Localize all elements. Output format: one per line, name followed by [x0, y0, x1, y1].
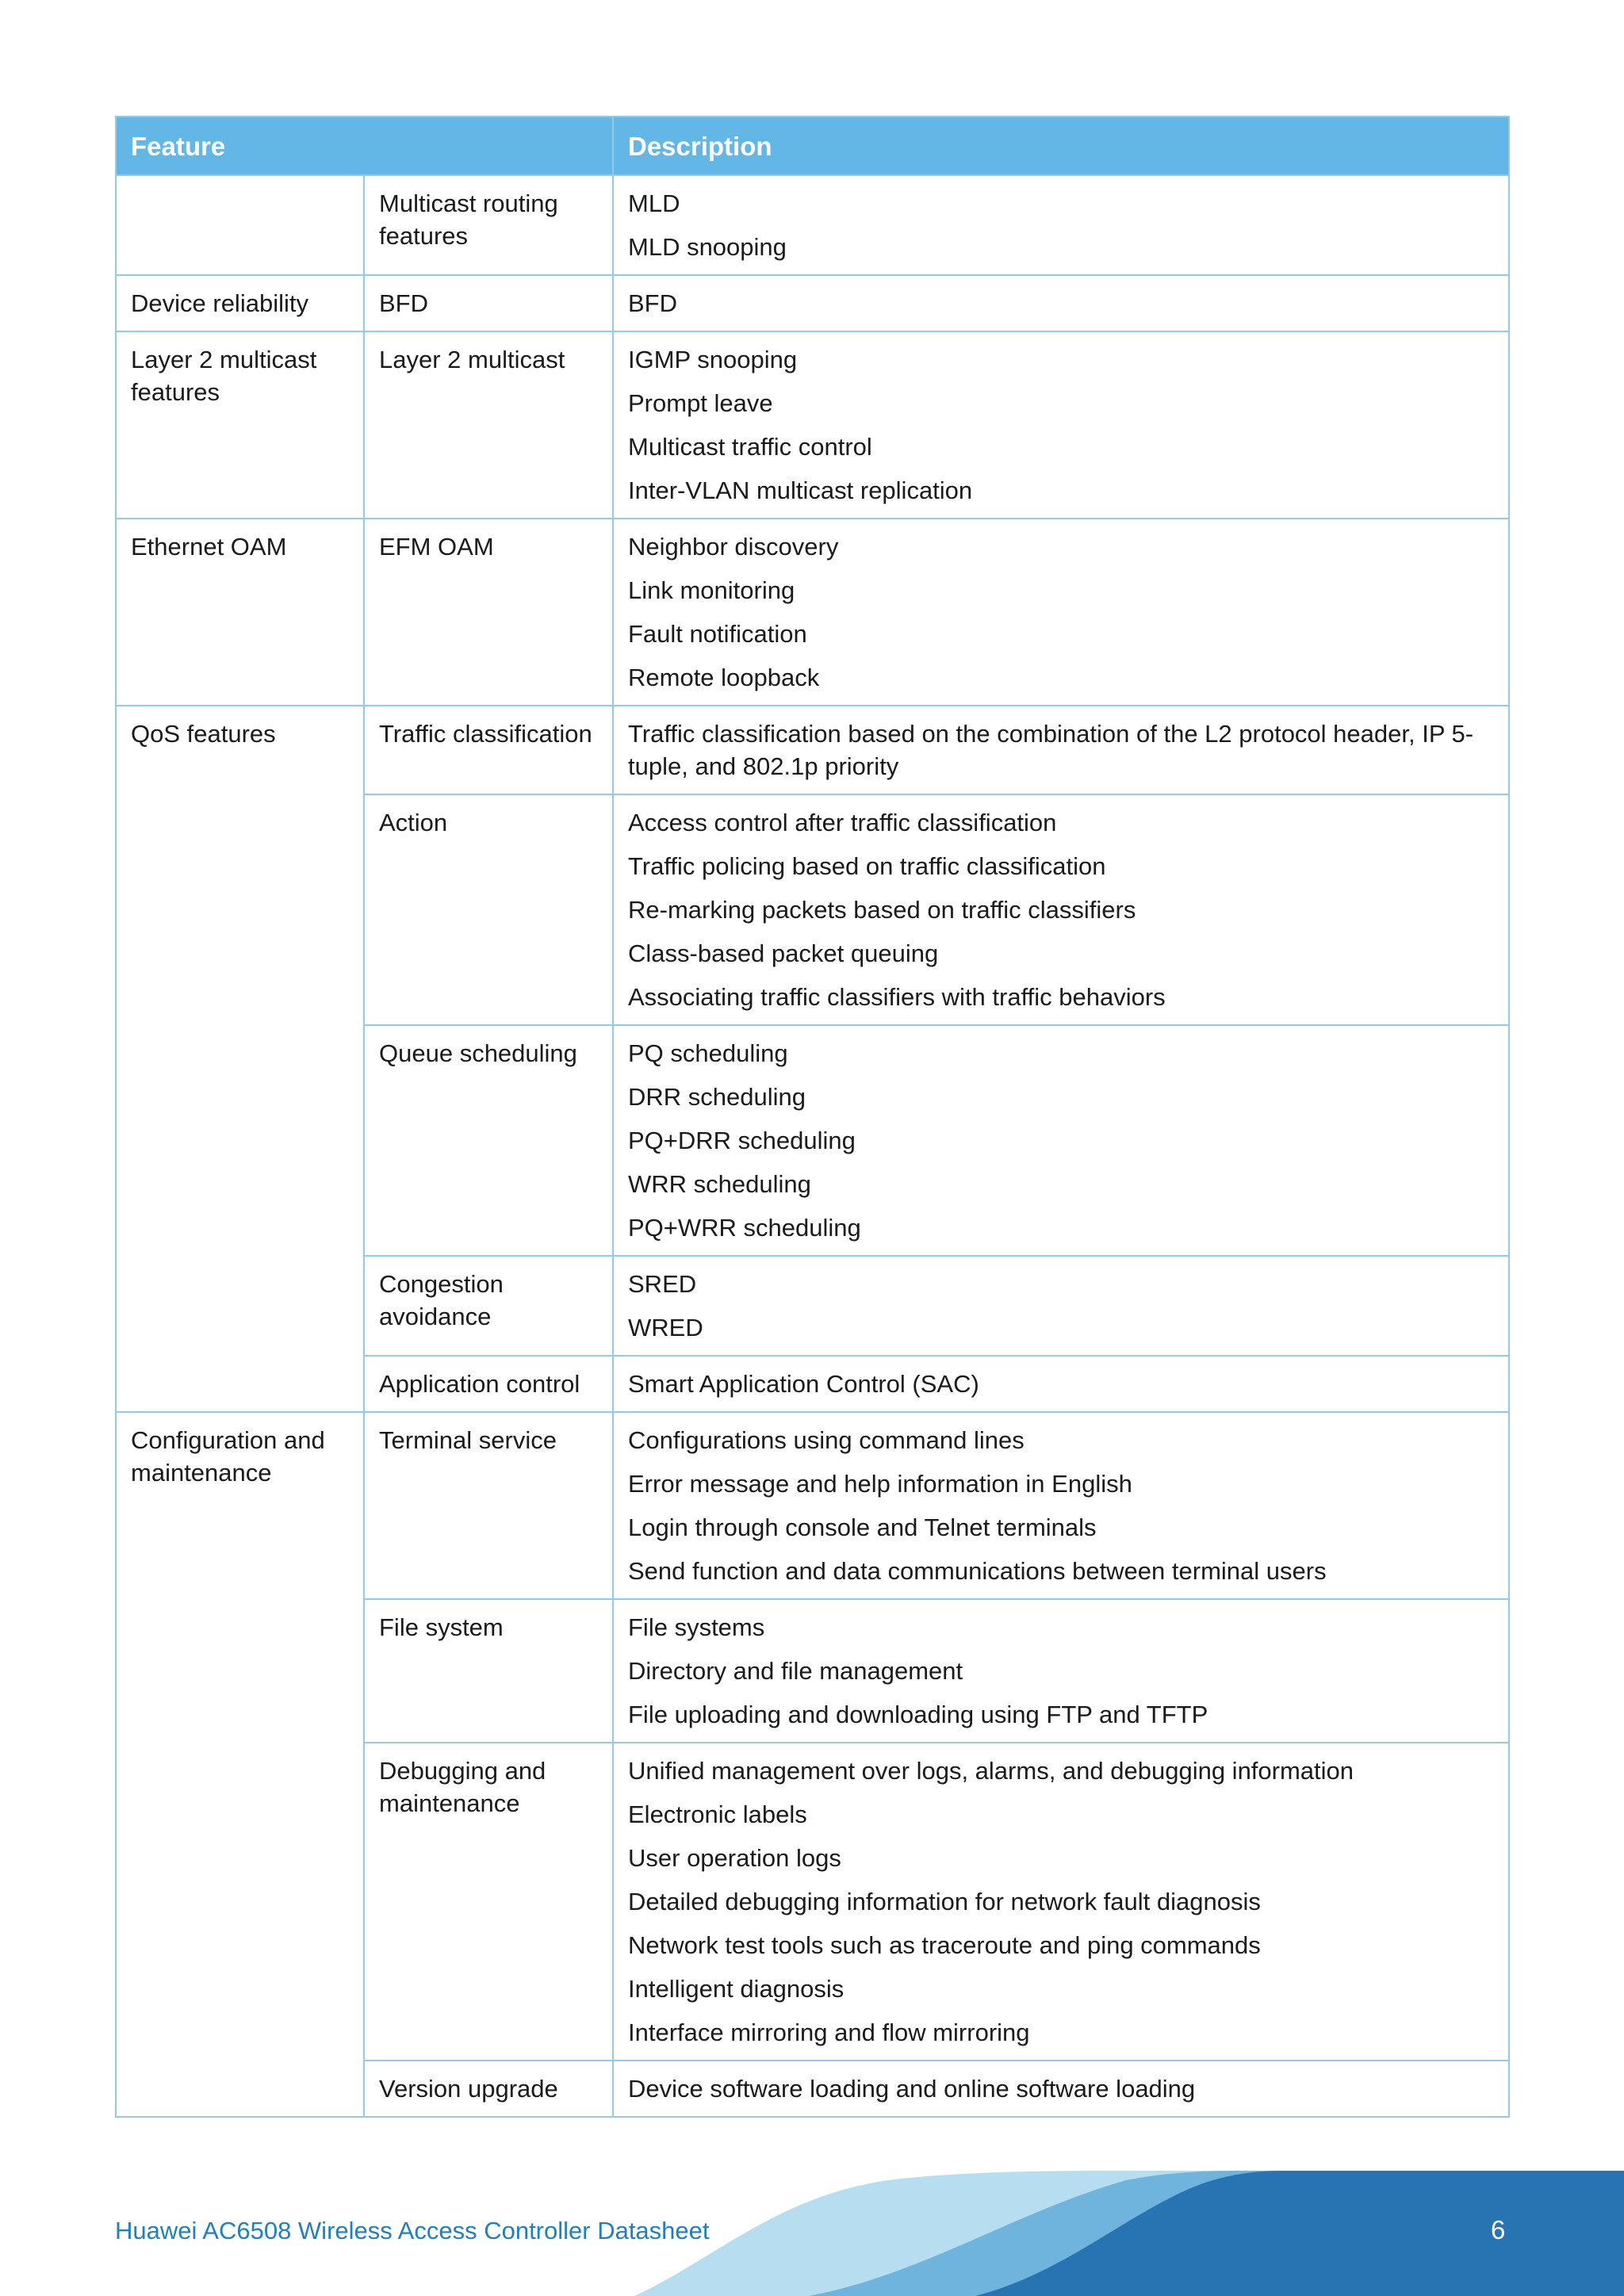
feature-cell: Configuration and maintenance: [116, 1412, 364, 2117]
description-cell: [613, 1412, 1509, 1599]
feature-table: [115, 116, 1510, 2118]
description-line: Neighbor discovery: [628, 533, 839, 561]
footer-document-title: Huawei AC6508 Wireless Access Controller Datasheet: [115, 2217, 710, 2244]
description-cell: [613, 1356, 1509, 1412]
subfeature-cell: Version upgrade: [364, 2061, 613, 2117]
description-line: User operation logs: [628, 1844, 841, 1872]
feature-cell: Device reliability: [116, 275, 364, 331]
subfeature-cell: EFM OAM: [364, 519, 613, 706]
description-line: WRR scheduling: [628, 1170, 811, 1198]
feature-cell: [116, 175, 364, 275]
description-cell: [613, 519, 1509, 706]
description-cell: [613, 1743, 1509, 2061]
subfeature-cell: Action: [364, 794, 613, 1025]
description-line: Remote loopback: [628, 664, 820, 691]
description-line: Multicast traffic control: [628, 433, 872, 461]
subfeature-cell: Traffic classification: [364, 706, 613, 794]
description-line: Prompt leave: [628, 389, 773, 417]
subfeature-cell: BFD: [364, 275, 613, 331]
subfeature-cell: Multicast routing features: [364, 175, 613, 275]
table-row: [116, 1412, 1509, 1599]
description-line: DRR scheduling: [628, 1083, 806, 1111]
description-line: Smart Application Control (SAC): [628, 1370, 979, 1398]
header-description: Description: [613, 117, 1509, 175]
subfeature-cell: Congestion avoidance: [364, 1256, 613, 1356]
feature-cell: Ethernet OAM: [116, 519, 364, 706]
table-row: [116, 519, 1509, 706]
description-line: Fault notification: [628, 620, 807, 648]
description-line: Inter-VLAN multicast replication: [628, 476, 973, 504]
description-line: Directory and file management: [628, 1657, 963, 1685]
description-cell: [613, 331, 1509, 519]
description-line: PQ+DRR scheduling: [628, 1127, 856, 1154]
description-line: Associating traffic classifiers with traffic behaviors: [628, 983, 1166, 1011]
description-line: Unified management over logs, alarms, and debugging information: [628, 1757, 1354, 1785]
description-cell: [613, 1256, 1509, 1356]
description-cell: [613, 1599, 1509, 1743]
subfeature-cell: Terminal service: [364, 1412, 613, 1599]
table-row: [116, 706, 1509, 794]
description-line: Error message and help information in English: [628, 1470, 1132, 1498]
description-cell: [613, 175, 1509, 275]
description-line: Configurations using command lines: [628, 1426, 1025, 1454]
description-line: PQ+WRR scheduling: [628, 1214, 861, 1242]
description-line: Re-marking packets based on traffic classifiers: [628, 896, 1136, 924]
description-line: Access control after traffic classification: [628, 809, 1057, 836]
description-line: MLD snooping: [628, 233, 787, 261]
description-cell: [613, 275, 1509, 331]
subfeature-cell: Debugging and maintenance: [364, 1743, 613, 2061]
description-line: File systems: [628, 1613, 765, 1641]
description-line: Intelligent diagnosis: [628, 1975, 845, 2003]
description-line: Login through console and Telnet terminals: [628, 1513, 1097, 1541]
table-header-row: [116, 117, 1509, 175]
description-line: Link monitoring: [628, 576, 795, 604]
subfeature-cell: Layer 2 multicast: [364, 331, 613, 519]
description-line: Interface mirroring and flow mirroring: [628, 2019, 1030, 2046]
subfeature-cell: File system: [364, 1599, 613, 1743]
description-line: File uploading and downloading using FTP and TFTP: [628, 1701, 1208, 1728]
description-line: BFD: [628, 289, 677, 317]
description-line: Detailed debugging information for network fault diagnosis: [628, 1888, 1261, 1915]
description-line: Network test tools such as traceroute and ping commands: [628, 1931, 1261, 1959]
description-line: PQ scheduling: [628, 1039, 788, 1067]
table-row: [116, 331, 1509, 519]
subfeature-cell: Application control: [364, 1356, 613, 1412]
table-row: [116, 175, 1509, 275]
table-row: [116, 275, 1509, 331]
description-line: Device software loading and online software loading: [628, 2075, 1196, 2103]
description-line: WRED: [628, 1314, 703, 1341]
description-cell: [613, 794, 1509, 1025]
description-line: IGMP snooping: [628, 346, 798, 373]
description-cell: [613, 706, 1509, 794]
description-cell: [613, 1025, 1509, 1256]
feature-cell: Layer 2 multicast features: [116, 331, 364, 519]
header-feature: Feature: [116, 117, 613, 175]
description-line: Electronic labels: [628, 1800, 807, 1828]
description-cell: [613, 2061, 1509, 2117]
description-line: Traffic policing based on traffic classification: [628, 852, 1106, 880]
feature-cell: QoS features: [116, 706, 364, 1412]
description-line: Traffic classification based on the combination of the L2 protocol header, IP 5-tuple, and 802.1p priority: [628, 720, 1474, 780]
description-line: Send function and data communications between terminal users: [628, 1557, 1327, 1585]
description-line: MLD: [628, 189, 680, 217]
page-number: 6: [1491, 2215, 1506, 2244]
description-line: Class-based packet queuing: [628, 939, 939, 967]
subfeature-cell: Queue scheduling: [364, 1025, 613, 1256]
description-line: SRED: [628, 1270, 697, 1298]
